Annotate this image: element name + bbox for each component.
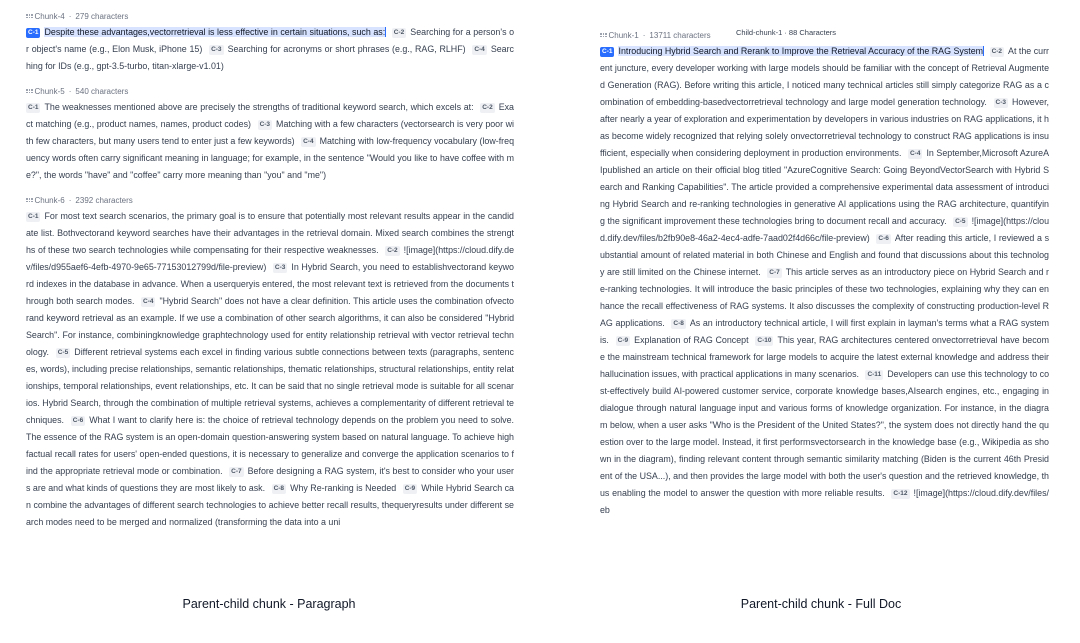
chunk-card[interactable] (600, 27, 1049, 519)
child-chunk-text: In September,Microsoft AzureAIpublished an article on their official blog titled "AzureCognitive Search: Going BeyondVectorSearch with Hybrid Search and Ranking Capabilities". The article provided a comprehensive experimental data assessment of introducing Hybrid Search and re-ranking technologies in generative AI applications using the RAG architecture, quantifying the significant improvement these technologies bring to document recall and accuracy. (600, 148, 1049, 226)
child-chunk-tag: C-1 (28, 213, 39, 220)
full-doc-mode-panel (600, 27, 1050, 515)
child-chunk-text: Matching with a few characters (vectorsearch is very poor with few characters, but many users tend to enter just a few keywords) (26, 119, 515, 146)
child-chunk-text: However, after nearly a year of exploration and experimentation by developers in various industries on RAG applications, it has become widely recognized that relying solely onvectorretrieval technology to construct RAG applications is insufficient, especially when considering deployment in production environments. (600, 97, 1049, 158)
child-chunk-text: ![image](https://cloud.dify.dev/files/eb (600, 488, 1049, 515)
child-chunk-text: Developers can use this technology to cost-effectively build AI-powered customer service, corporate knowledge bases,AIsearch engines, etc., engaging in dialogue through natural language input and various forms of knowledge organization. For instance, in the diagram below, when a user asks "Who is the President of the United States?", the system does not directly hand the question over to the large model. Instead, it first performsvectorsearch in the knowledge base (e.g., Wikipedia as shown in the diagram), finding relevant content through semantic similarity matching (Biden is the current 46th President of the USA...), and then provides the large model with both the user's question and the retrieved knowledge, thus enabling the model to answer the question with more reliable results. (600, 369, 1050, 498)
grid-icon (600, 33, 607, 37)
child-chunk-tag: C-2 (482, 104, 493, 111)
child-chunk-tag: C-10 (757, 337, 772, 344)
chunk-card[interactable] (26, 83, 514, 184)
child-chunk-tag: C-4 (143, 298, 154, 305)
child-chunk-tag: C-8 (273, 485, 285, 492)
child-chunk-text: The weaknesses mentioned above are precisely the strengths of traditional keyword search, which excels at: (44, 102, 474, 112)
child-chunk-text: For most text search scenarios, the primary goal is to ensure that potentially most relevant results appear in the candidate list. Bothvectorand keyword searches have their advantages in the retrieval domain. Mixed search combines the strengths of these two search technologies while compensating for their respective weaknesses. (26, 211, 514, 255)
child-chunk-tag: C-2 (393, 29, 405, 36)
child-chunk-text: In Hybrid Search, you need to establishvectorand keyword indexes in the database in advance. When a userqueryis entered, the most relevant text is retrieved from the documents through both search modes. (26, 262, 514, 306)
child-chunk-text: Explanation of RAG Concept (634, 335, 749, 345)
chunk-header (600, 27, 1049, 43)
chunk-content (600, 43, 1049, 519)
child-chunk-text: Different retrieval systems each excel in finding various subtle connections between texts (paragraphs, sentences, words), including precise relationships, semantic relationships, thematic relationships, structural relationships, entity relationships, temporal relationships, event relationships, etc. It can be said that no single retrieval mode is suitable for all scenarios. Hybrid Search, through the combination of multiple retrieval systems, achieves a complementarity of different retrieval techniques. (26, 347, 514, 425)
chunk-character-count: 13711 characters (649, 30, 711, 40)
chunk-character-count: 279 characters (75, 11, 129, 21)
child-chunk-text: While Hybrid Search can combine the advantages of different search technologies to achieve better recall results, thequeryresults under different search modes need to be merged and normalized (transforming the data into a uni (26, 483, 514, 527)
chunk-card[interactable] (26, 192, 514, 531)
child-chunk-tag: C-9 (617, 337, 629, 344)
child-chunk-tag: C-1 (28, 104, 39, 111)
grid-icon (26, 14, 33, 18)
child-chunk-text: Despite these advantages,vectorretrieval is less effective in certain situations, such as: (44, 27, 386, 37)
child-chunk-text: What I want to clarify here is: the choice of retrieval technology depends on the problem you need to solve. The essence of the RAG system is an open-domain question-answering system based on natural language. To achieve high factual recall rates for users' open-ended questions, it is necessary to generalize and converge the application scenarios to find the appropriate retrieval mode or combination. (26, 415, 514, 476)
separator-dot: · (642, 30, 646, 40)
caption-paragraph: Parent-child chunk - Paragraph (182, 597, 356, 611)
child-chunk-text: After reading this article, I reviewed a substantial amount of related material in both Chinese and English and found that discussions about this technology are still limited on the Chinese internet. (600, 233, 1050, 277)
child-chunk-tag: C-2 (991, 48, 1003, 55)
chunk-header (26, 83, 514, 99)
child-chunk-tag: C-3 (211, 46, 222, 53)
child-chunk-text: As an introductory technical article, I will first explain in layman's terms what a RAG system is. (600, 318, 1049, 345)
child-chunk-tag: C-2 (387, 247, 398, 254)
separator-dot: · (68, 195, 72, 205)
child-chunk[interactable] (616, 335, 749, 345)
child-chunk-text: Searching for IDs (e.g., gpt-3.5-turbo, titan-xlarge-v1.01) (26, 44, 514, 71)
child-chunk-tag: C-1 (28, 29, 39, 36)
child-chunk-tag: C-1 (602, 48, 613, 55)
child-chunk-tag: C-8 (673, 320, 684, 327)
chunk-content (26, 208, 514, 531)
chunk-label: Chunk-5 (34, 86, 65, 96)
child-chunk-text: This article serves as an introductory piece on Hybrid Search and re-ranking technologies. It will introduce the basic principles of these two technologies, explaining why they can enhance the recall effectiveness of RAG systems. It also discusses the complexity of constructing production-level RAG applications. (600, 267, 1050, 328)
separator-dot: · (68, 11, 72, 21)
child-chunk-tag: C-4 (909, 150, 921, 157)
grid-icon (26, 198, 33, 202)
chunk-header (26, 8, 514, 24)
caption-full-doc: Parent-child chunk - Full Doc (740, 597, 902, 611)
child-chunk[interactable] (272, 483, 397, 493)
chunk-card[interactable] (26, 8, 514, 75)
child-chunk-tag: C-3 (259, 121, 271, 128)
paragraph-mode-panel (26, 8, 514, 556)
child-chunk-selected[interactable] (26, 27, 385, 37)
child-chunk-tag: C-11 (867, 371, 882, 378)
child-chunk-selected[interactable] (600, 46, 983, 56)
child-chunk-text: "Hybrid Search" does not have a clear definition. This article uses the combination ofvectorand keyword retrieval as an example. If we use a combination of other search algorithms, it can also be considered "Hybrid Search". For instance, combiningknowledge graphtechnology used for entity relationship retrieval with vector retrieval technology. (26, 296, 514, 357)
child-chunk-tag: C-6 (72, 417, 84, 424)
child-chunk-text: Introducing Hybrid Search and Rerank to Improve the Retrieval Accuracy of the RAG System (618, 46, 984, 56)
child-chunk-text: Searching for a person's or object's name (e.g., Elon Musk, iPhone 15) (26, 27, 515, 54)
child-chunk[interactable] (26, 347, 514, 425)
chunk-label: Chunk-4 (34, 11, 65, 21)
child-chunk-tooltip: Child-chunk-1 · 88 Characters (736, 28, 837, 37)
child-chunk-text: ![image](https://cloud.dify.dev/files/b2fb90e8-46a2-4ec4-adfe-7aad02f4d66c/file-preview) (600, 216, 1050, 243)
grid-icon (26, 89, 33, 93)
child-chunk-text: At the current juncture, every developer working with large models should be familiar with the concept of Retrieval Augmented Generation (RAG). Before writing this article, I noticed many technical articles still simply categorize RAG as a combination of embedding-basedvectorretrieval technology and large model generation technology. (600, 46, 1049, 107)
child-chunk-tag: C-12 (893, 490, 908, 497)
child-chunk[interactable] (600, 148, 1049, 226)
child-chunk-tag: C-4 (303, 138, 314, 145)
chunk-label: Chunk-6 (34, 195, 65, 205)
chunk-content (26, 99, 514, 184)
child-chunk-tag: C-5 (57, 349, 69, 356)
chunk-label: Chunk-1 (608, 30, 639, 40)
child-chunk-tag: C-5 (955, 218, 966, 225)
child-chunk-text: Exact matching (e.g., product names, names, product codes) (26, 102, 514, 129)
child-chunk-tag: C-7 (231, 468, 242, 475)
separator-dot: · (68, 86, 72, 96)
chunk-character-count: 540 characters (75, 86, 129, 96)
child-chunk-text: Before designing a RAG system, it's best to consider who your users are and what kinds of questions they are most likely to ask. (26, 466, 514, 493)
chunk-content (26, 24, 514, 75)
child-chunk-tag: C-7 (769, 269, 780, 276)
child-chunk-text: Searching for acronyms or short phrases (e.g., RAG, RLHF) (227, 44, 466, 54)
child-chunk-tag: C-3 (995, 99, 1006, 106)
child-chunk-tag: C-9 (404, 485, 416, 492)
chunk-character-count: 2392 characters (75, 195, 133, 205)
child-chunk[interactable] (600, 369, 1049, 498)
child-chunk-text: This year, RAG architectures centered onvectorretrieval have become the mainstream technical framework for large models to acquire the latest external knowledge and address their hallucination issues, with practical applications in many scenarios. (600, 335, 1050, 379)
child-chunk-text: ![image](https://cloud.dify.dev/files/d955aef6-4efb-4970-9e65-77153012799d/file-preview) (26, 245, 515, 272)
child-chunk-tag: C-4 (474, 46, 485, 53)
child-chunk-text: Matching with low-frequency vocabulary (low-frequency words often carry significant meaning in language; for example, in the sentence "Would you like to have coffee with me?", the words "have" and "coffee" carry more meaning than "you" and "me") (26, 136, 515, 180)
chunk-header (26, 192, 514, 208)
child-chunk-text: Why Re-ranking is Needed (290, 483, 397, 493)
child-chunk-tag: C-6 (878, 235, 889, 242)
child-chunk[interactable] (26, 102, 474, 112)
child-chunk[interactable] (209, 44, 466, 54)
child-chunk-tag: C-3 (274, 264, 286, 271)
